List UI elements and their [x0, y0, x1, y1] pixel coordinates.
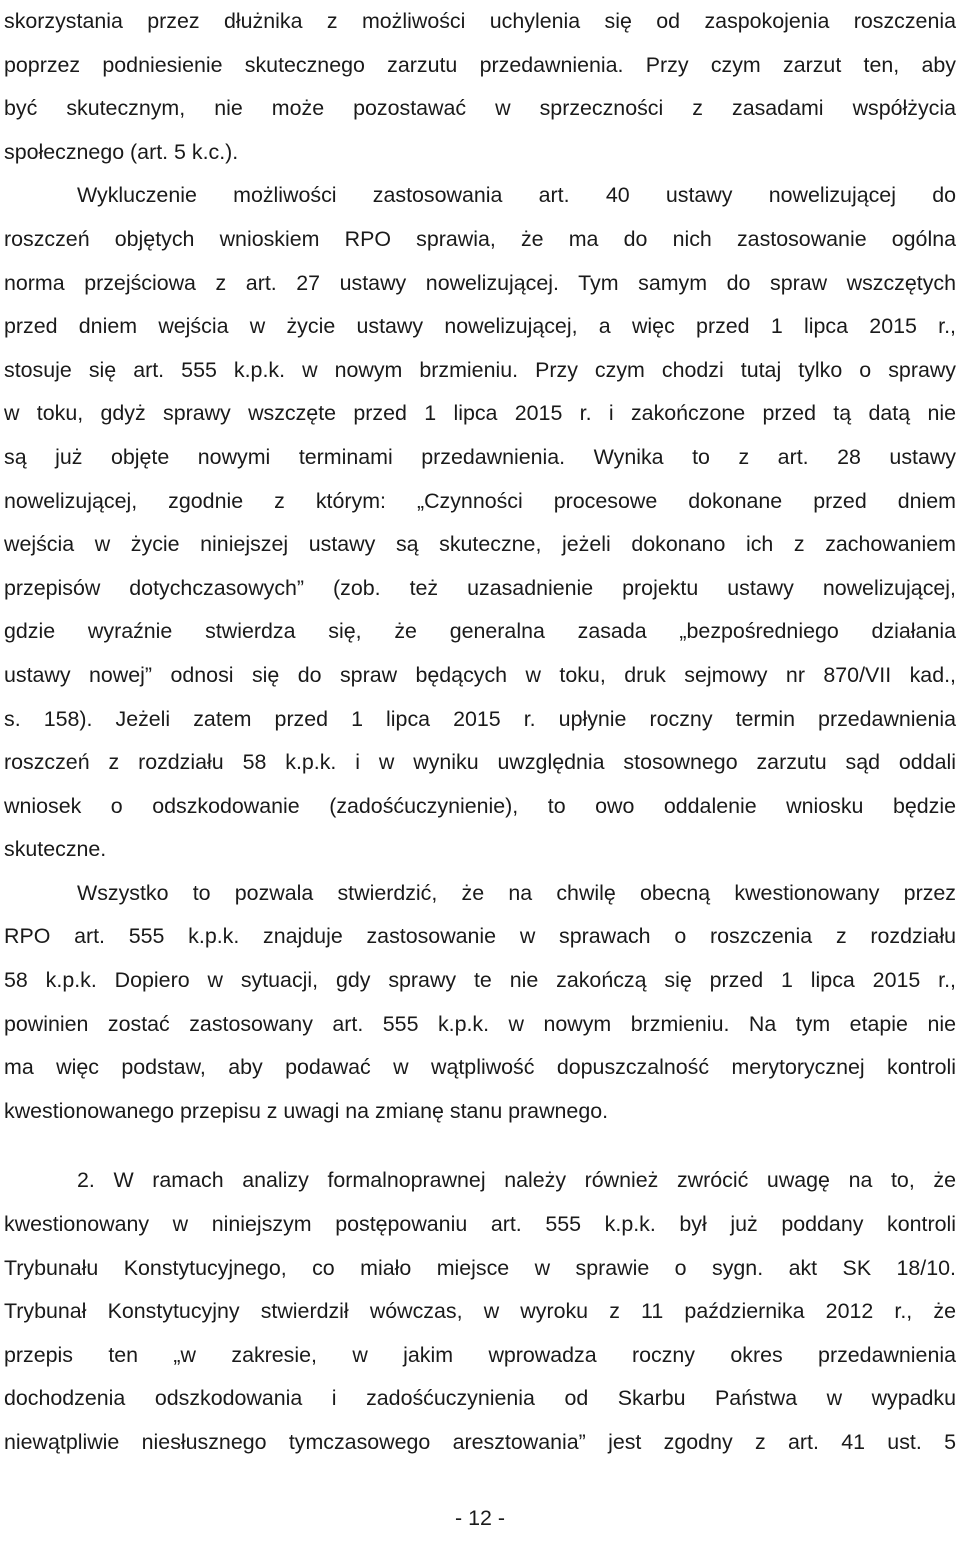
body-text [4, 0, 956, 1465]
page-number: - 12 - [455, 1506, 505, 1530]
text-line: powinien zostać zastosowany art. 555 k.p.k. w nowym brzmieniu. Na tym etapie nie [4, 1011, 956, 1036]
text-line: przepisów dotychczasowych” (zob. też uzasadnienie projektu ustawy nowelizującej, [4, 575, 956, 600]
text-line: RPO art. 555 k.p.k. znajduje zastosowanie w sprawach o roszczenia z rozdziału [4, 924, 956, 949]
text-line: niewątpliwie niesłusznego tymczasowego aresztowania” jest zgodny z art. 41 ust. 5 [4, 1430, 956, 1454]
text-line: wejścia w życie niniejszej ustawy są skuteczne, jeżeli dokonano ich z zachowaniem [4, 532, 956, 557]
text-line: wniosek o odszkodowanie (zadośćuczynienie), to owo oddalenie wniosku będzie [4, 793, 956, 818]
text-line: Wszystko to pozwala stwierdzić, że na chwilę obecną kwestionowany przez [77, 880, 956, 905]
text-line: Wykluczenie możliwości zastosowania art. 40 ustawy nowelizującej do [77, 183, 956, 208]
text-line: s. 158). Jeżeli zatem przed 1 lipca 2015 r. upłynie roczny termin przedawnienia [4, 706, 956, 731]
text-line: nowelizującej, zgodnie z którym: „Czynności procesowe dokonane przed dniem [4, 488, 956, 513]
text-line: być skutecznym, nie może pozostawać w sprzeczności z zasadami współżycia [4, 96, 956, 121]
text-line: Trybunału Konstytucyjnego, co miało miejsce w sprawie o sygn. akt SK 18/10. [4, 1255, 956, 1280]
text-line: przepis ten „w zakresie, w jakim wprowadza roczny okres przedawnienia [4, 1342, 956, 1367]
text-line: ma więc podstaw, aby podawać w wątpliwość dopuszczalność merytorycznej kontroli [4, 1055, 956, 1080]
text-line: kwestionowanego przepisu z uwagi na zmianę stanu prawnego. [4, 1098, 609, 1123]
paragraph-spacer [4, 1133, 956, 1159]
text-line: kwestionowany w niniejszym postępowaniu art. 555 k.p.k. był już poddany kontroli [4, 1212, 956, 1237]
text-line: dochodzenia odszkodowania i zadośćuczynienia od Skarbu Państwa w wypadku [4, 1386, 956, 1411]
text-line: norma przejściowa z art. 27 ustawy nowelizującej. Tym samym do spraw wszczętych [4, 270, 956, 295]
text-line: są już objęte nowymi terminami przedawnienia. Wynika to z art. 28 ustawy [4, 444, 956, 469]
text-line: ustawy nowej” odnosi się do spraw będących w toku, druk sejmowy nr 870/VII kad., [4, 662, 956, 687]
text-line: roszczeń objętych wnioskiem RPO sprawia, że ma do nich zastosowanie ogólna [4, 226, 956, 251]
text-line: Trybunał Konstytucyjny stwierdził wówczas, w wyroku z 11 października 2012 r., że [4, 1299, 956, 1324]
text-line: przed dniem wejścia w życie ustawy nowelizującej, a więc przed 1 lipca 2015 r., [4, 314, 956, 339]
text-line: stosuje się art. 555 k.p.k. w nowym brzmieniu. Przy czym chodzi tutaj tylko o sprawy [4, 357, 956, 382]
text-line: 58 k.p.k. Dopiero w sytuacji, gdy sprawy te nie zakończą się przed 1 lipca 2015 r., [4, 968, 956, 993]
text-line: roszczeń z rozdziału 58 k.p.k. i w wyniku uwzględnia stosownego zarzutu sąd oddali [4, 750, 956, 775]
text-line: poprzez podniesienie skutecznego zarzutu przedawnienia. Przy czym zarzut ten, aby [4, 52, 956, 77]
text-line: społecznego (art. 5 k.c.). [4, 139, 239, 164]
text-line: skuteczne. [4, 837, 107, 862]
text-line: w toku, gdyż sprawy wszczęte przed 1 lipca 2015 r. i zakończone przed tą datą nie [4, 401, 956, 426]
text-line: skorzystania przez dłużnika z możliwości uchylenia się od zaspokojenia roszczenia [4, 9, 956, 33]
text-line: gdzie wyraźnie stwierdza się, że generalna zasada „bezpośredniego działania [4, 619, 956, 644]
text-line: 2. W ramach analizy formalnoprawnej należy również zwrócić uwagę na to, że [77, 1168, 956, 1193]
